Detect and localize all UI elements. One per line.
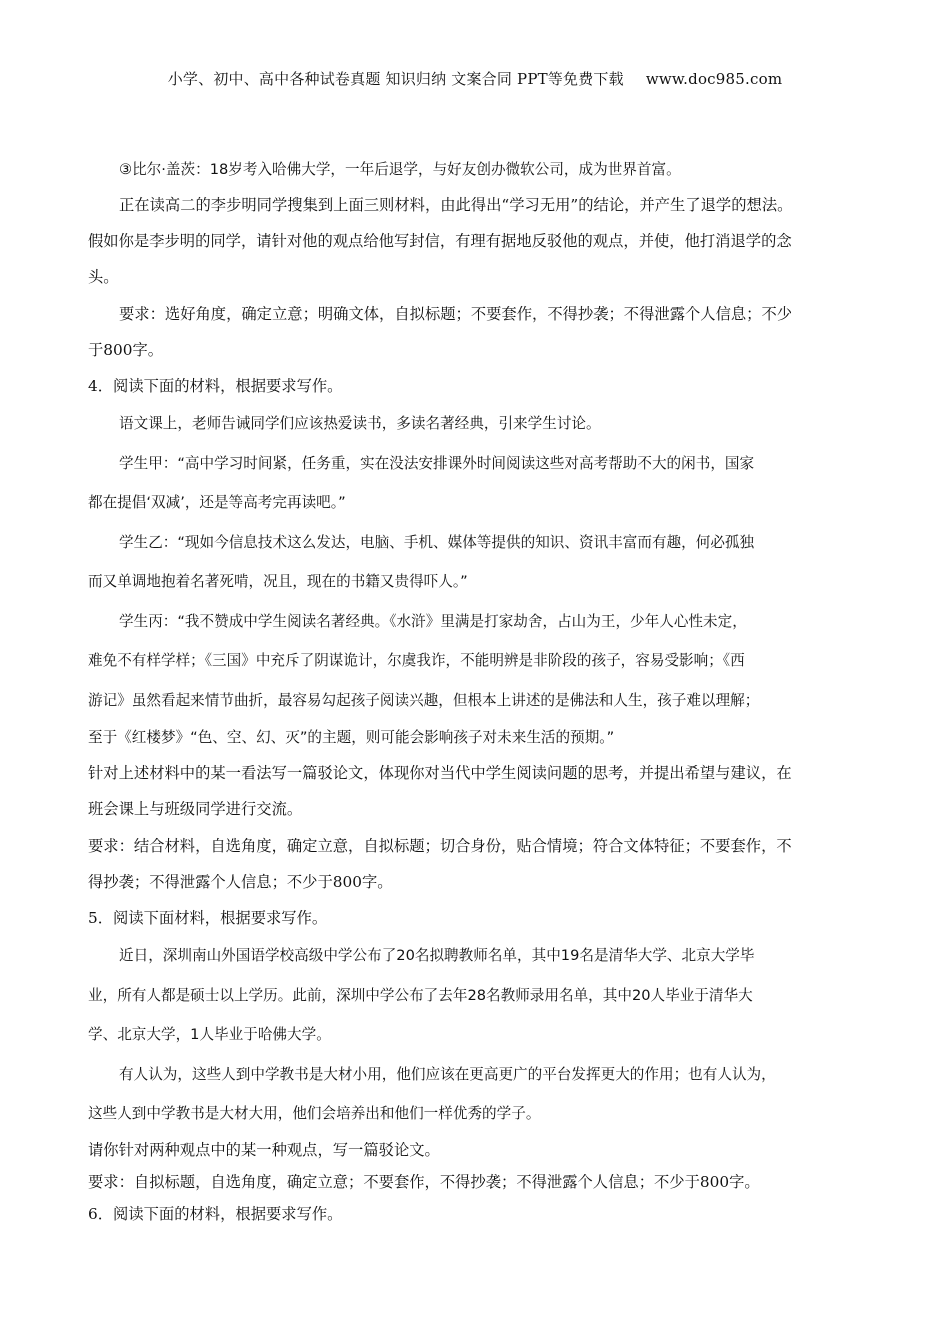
text-line: 请你针对两种观点中的某一种观点，写一篇驳论文。 (88, 1140, 440, 1159)
text-line: 班会课上与班级同学进行交流。 (88, 800, 303, 819)
text-line: 5．阅读下面材料，根据要求写作。 (88, 908, 328, 927)
text-line: 学生甲：“高中学习时间紧，任务重，实在没法安排课外时间阅读这些对高考帮助不大的闲书，国家 (119, 454, 755, 472)
text-line: 头。 (88, 268, 119, 287)
text-line: ③比尔·盖茨：18岁考入哈佛大学，一年后退学，与好友创办微软公司，成为世界首富。 (119, 161, 681, 178)
text-line: 4．阅读下面的材料，根据要求写作。 (88, 376, 343, 395)
text-line: 学、北京大学，1人毕业于哈佛大学。 (88, 1026, 331, 1044)
text-line: 难免不有样学样；《三国》中充斥了阴谋诡计，尔虞我诈，不能明辨是非阶段的孩子，容易受影响；《西 (88, 652, 745, 670)
text-line: 语文课上，老师告诫同学们应该热爱读书，多读名著经典，引来学生讨论。 (119, 415, 601, 433)
text-line: 近日，深圳南山外国语学校高级中学公布了20名拟聘教师名单，其中19名是清华大学、北京大学毕 (119, 947, 755, 965)
text-line: 假如你是李步明的同学，请针对他的观点给他写封信，有理有据地反驳他的观点，并使，他打消退学的念 (88, 232, 792, 251)
text-line: 得抄袭；不得泄露个人信息；不少于800字。 (88, 872, 393, 891)
text-line: 6．阅读下面的材料，根据要求写作。 (88, 1204, 343, 1223)
text-line: 学生乙：“现如今信息技术这么发达，电脑、手机、媒体等提供的知识、资讯丰富而有趣，何必孤独 (119, 533, 755, 551)
text-line: 要求：自拟标题，自选角度，确定立意；不要套作，不得抄袭；不得泄露个人信息；不少于800字。 (88, 1172, 760, 1191)
text-line: 正在读高二的李步明同学搜集到上面三则材料，由此得出“学习无用”的结论，并产生了退学的想法。 (119, 196, 793, 214)
text-line: 学生丙：“我不赞成中学生阅读名著经典。《水浒》里满是打家劫舍，占山为王，少年人心性未定， (119, 612, 747, 630)
header-site-text: 小学、初中、高中各种试卷真题 知识归纳 文案合同 PPT等免费下载 (167, 70, 624, 88)
text-line: 至于《红楼梦》“色、空、幻、灭”的主题，则可能会影响孩子对未来生活的预期。” (88, 729, 615, 747)
text-line: 都在提倡‘双减’，还是等高考完再读吧。” (88, 494, 346, 512)
text-line: 要求：结合材料，自选角度，确定立意，自拟标题；切合身份，贴合情境；符合文体特征；不要套作，不 (88, 836, 792, 855)
header-site-url: www.doc985.com (645, 70, 783, 88)
text-line: 要求：选好角度，确定立意；明确文体，自拟标题；不要套作，不得抄袭；不得泄露个人信息；不少 (119, 304, 793, 323)
text-line: 有人认为，这些人到中学教书是大材小用，他们应该在更高更广的平台发挥更大的作用；也有人认为， (119, 1065, 776, 1083)
text-line: 业，所有人都是硕士以上学历。此前，深圳中学公布了去年28名教师录用名单，其中20人毕业于清华大 (88, 986, 753, 1004)
text-line: 这些人到中学教书是大材大用，他们会培养出和他们一样优秀的学子。 (88, 1105, 541, 1123)
text-line: 于800字。 (88, 340, 164, 359)
document-body (88, 152, 866, 1230)
page-header (0, 68, 950, 89)
text-line: 游记》虽然看起来情节曲折，最容易勾起孩子阅读兴趣，但根本上讲述的是佛法和人生，孩子难以理解； (88, 691, 760, 709)
text-line: 针对上述材料中的某一看法写一篇驳论文，体现你对当代中学生阅读问题的思考，并提出希望与建议，在 (88, 764, 792, 783)
text-line: 而又单调地抱着名著死啃，况且，现在的书籍又贵得吓人。” (88, 573, 468, 591)
